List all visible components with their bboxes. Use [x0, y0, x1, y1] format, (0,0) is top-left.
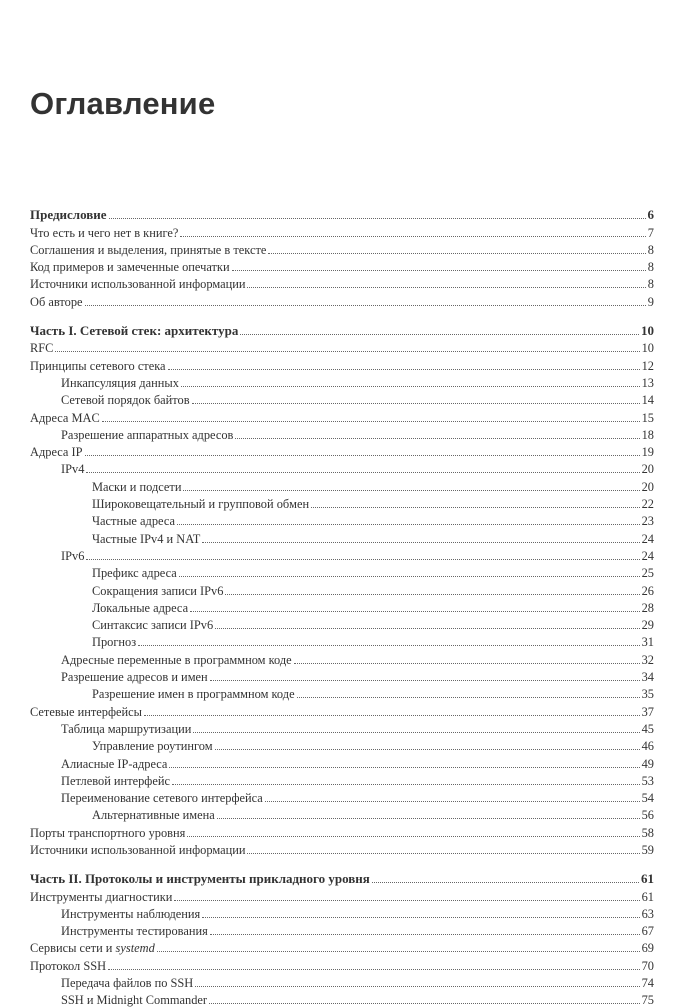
toc-entry-label: Порты транспортного уровня	[30, 825, 186, 840]
toc-entry[interactable]	[30, 274, 654, 291]
toc-entry[interactable]	[30, 257, 654, 274]
toc-entry[interactable]	[30, 240, 654, 257]
toc-entry[interactable]	[30, 805, 654, 822]
toc-part-entry[interactable]	[30, 205, 654, 222]
toc-entry-label: Передача файлов по SSH	[61, 976, 194, 991]
toc-entry-page: 70	[641, 958, 654, 973]
toc-entry-label: Источники использованной информации	[30, 277, 246, 292]
dot-leader	[102, 421, 640, 422]
dot-leader	[177, 524, 640, 525]
dot-leader	[180, 236, 645, 237]
dot-leader	[144, 715, 640, 716]
toc-entry[interactable]	[30, 667, 654, 684]
toc-entry[interactable]	[30, 459, 654, 476]
toc-entry[interactable]	[30, 390, 654, 407]
toc-entry[interactable]	[30, 973, 654, 990]
dot-leader	[311, 507, 640, 508]
toc-part-entry[interactable]	[30, 869, 654, 886]
dot-leader	[138, 645, 639, 646]
toc-entry[interactable]	[30, 990, 654, 1007]
toc-entry-label: Протокол SSH	[30, 958, 107, 973]
toc-entry[interactable]	[30, 407, 654, 424]
toc-entry-page: 7	[647, 225, 654, 240]
toc-entry-page: 29	[641, 618, 654, 633]
dot-leader	[297, 697, 640, 698]
toc-entry[interactable]	[30, 632, 654, 649]
toc-entry-label: Предисловие	[30, 207, 107, 223]
dot-leader	[215, 628, 639, 629]
toc-entry-page: 49	[641, 756, 654, 771]
dot-leader	[202, 542, 639, 543]
toc-entry[interactable]	[30, 753, 654, 770]
toc-entry-label: Прогноз	[92, 635, 137, 650]
toc-entry[interactable]	[30, 649, 654, 666]
dot-leader	[172, 784, 640, 785]
toc-entry[interactable]	[30, 598, 654, 615]
dot-leader	[168, 369, 640, 370]
dot-leader	[215, 749, 640, 750]
toc-entry-label: Альтернативные имена	[92, 808, 215, 823]
toc-entry-page: 10	[641, 323, 654, 339]
toc-entry-label: Инструменты наблюдения	[61, 906, 201, 921]
toc-entry-label: Сокращения записи IPv6	[92, 583, 224, 598]
toc-entry-label: Широковещательный и групповой обмен	[92, 497, 310, 512]
toc-entry-label: Часть I. Сетевой стек: архитектура	[30, 323, 239, 339]
toc-entry[interactable]	[30, 921, 654, 938]
toc-entry[interactable]	[30, 222, 654, 239]
toc-entry-label: Инструменты тестирования	[61, 924, 208, 939]
toc-entry-page: 9	[647, 294, 654, 309]
toc-entry-page: 25	[641, 566, 654, 581]
dot-leader	[187, 836, 639, 837]
toc-entry[interactable]	[30, 788, 654, 805]
toc-entry-page: 69	[641, 941, 654, 956]
toc-entry-page: 32	[641, 652, 654, 667]
dot-leader	[202, 917, 639, 918]
toc-entry-label: Сервисы сети и systemd	[30, 941, 155, 956]
toc-entry-page: 34	[641, 670, 654, 685]
toc-entry-label: Маски и подсети	[92, 479, 182, 494]
toc-entry-label: Петлевой интерфейс	[61, 773, 170, 788]
toc-entry-label: Разрешение адресов и имен	[61, 670, 208, 685]
toc-entry-label: Об авторе	[30, 294, 83, 309]
toc-entry-label: Инструменты диагностики	[30, 889, 173, 904]
dot-leader	[235, 438, 639, 439]
dot-leader	[209, 1003, 640, 1004]
toc-entry[interactable]	[30, 338, 654, 355]
toc-entry-page: 61	[641, 889, 654, 904]
toc-entry[interactable]	[30, 511, 654, 528]
toc-entry-page: 35	[641, 687, 654, 702]
dot-leader	[85, 305, 646, 306]
toc-entry[interactable]	[30, 701, 654, 718]
toc-entry-page: 14	[641, 393, 654, 408]
toc-entry[interactable]	[30, 615, 654, 632]
toc-entry[interactable]	[30, 955, 654, 972]
toc-entry[interactable]	[30, 425, 654, 442]
dot-leader	[174, 900, 639, 901]
toc-entry-page: 46	[641, 739, 654, 754]
toc-entry-label: Частные адреса	[92, 514, 175, 529]
dot-leader	[55, 351, 639, 352]
toc-entry-label: Соглашения и выделения, принятые в тексте	[30, 242, 267, 257]
toc-entry-page: 63	[641, 906, 654, 921]
toc-entry-label: Что есть и чего нет в книге?	[30, 225, 179, 240]
toc-entry-label: Принципы сетевого стека	[30, 358, 166, 373]
toc-part-entry[interactable]	[30, 321, 654, 338]
toc-entry-page: 23	[641, 514, 654, 529]
toc-entry[interactable]	[30, 355, 654, 372]
toc-entry-page: 12	[641, 358, 654, 373]
toc-entry-page: 67	[641, 924, 654, 939]
toc-entry[interactable]	[30, 840, 654, 857]
toc-entry-label: RFC	[30, 341, 54, 356]
toc-entry-label: IPv4	[61, 462, 85, 477]
dot-leader	[210, 680, 640, 681]
toc-entry-page: 24	[641, 531, 654, 546]
dot-leader	[192, 403, 640, 404]
toc-entry[interactable]	[30, 822, 654, 839]
toc-entry[interactable]	[30, 476, 654, 493]
toc-entry-page: 53	[641, 773, 654, 788]
toc-entry[interactable]	[30, 886, 654, 903]
toc-entry-page: 18	[641, 427, 654, 442]
toc-entry-page: 45	[641, 721, 654, 736]
toc-entry[interactable]	[30, 563, 654, 580]
toc-entry-page: 10	[641, 341, 654, 356]
toc-entry-page: 8	[647, 242, 654, 257]
dot-leader	[109, 218, 646, 219]
toc-entry[interactable]	[30, 546, 654, 563]
toc-entry-page: 58	[641, 825, 654, 840]
toc-entry-label: Управление роутингом	[92, 739, 213, 754]
toc-entry-label-italic: systemd	[115, 941, 155, 956]
toc-entry-label: Локальные адреса	[92, 600, 189, 615]
toc-entry-label: Частные IPv4 и NAT	[92, 531, 201, 546]
toc-entry-page: 19	[641, 445, 654, 460]
toc-entry-label: Таблица маршрутизации	[61, 721, 192, 736]
toc-entry[interactable]	[30, 736, 654, 753]
dot-leader	[181, 386, 640, 387]
toc-entry[interactable]	[30, 938, 654, 955]
dot-leader	[232, 270, 646, 271]
dot-leader	[265, 801, 640, 802]
toc-entry-page: 6	[647, 207, 654, 223]
dot-leader	[169, 767, 639, 768]
dot-leader	[294, 663, 640, 664]
toc-entry-label: Алиасные IP-адреса	[61, 756, 168, 771]
dot-leader	[157, 951, 640, 952]
dot-leader	[179, 576, 640, 577]
dot-leader	[247, 853, 639, 854]
dot-leader	[225, 594, 639, 595]
toc-entry-page: 15	[641, 410, 654, 425]
toc-entry[interactable]	[30, 771, 654, 788]
toc-entry-label: Адресные переменные в программном коде	[61, 652, 292, 667]
toc-entry-page: 59	[641, 842, 654, 857]
toc-entry-label: Инкапсуляция данных	[61, 375, 179, 390]
toc-entry-label: Адреса IP	[30, 445, 83, 460]
toc-entry-page: 20	[641, 462, 654, 477]
page-title: Оглавление	[30, 86, 216, 121]
toc-entry-label: Синтаксис записи IPv6	[92, 618, 214, 633]
toc-entry-label: Часть II. Протоколы и инструменты прикладного уровня	[30, 871, 370, 887]
toc-entry-label: Источники использованной информации	[30, 842, 246, 857]
dot-leader	[268, 253, 645, 254]
toc-entry-label: Разрешение имен в программном коде	[92, 687, 295, 702]
toc-entry-page: 56	[641, 808, 654, 823]
toc-entry-label: Код примеров и замеченные опечатки	[30, 260, 230, 275]
dot-leader	[372, 882, 639, 883]
toc-entry[interactable]	[30, 373, 654, 390]
toc-entry-label: Переименование сетевого интерфейса	[61, 791, 263, 806]
toc-entry-page: 13	[641, 375, 654, 390]
toc-entry[interactable]	[30, 442, 654, 459]
toc-entry-page: 8	[647, 277, 654, 292]
dot-leader	[108, 969, 640, 970]
dot-leader	[217, 818, 640, 819]
dot-leader	[193, 732, 639, 733]
toc-entry-page: 74	[641, 976, 654, 991]
toc-entry[interactable]	[30, 719, 654, 736]
dot-leader	[86, 472, 639, 473]
dot-leader	[210, 934, 640, 935]
toc-entry-page: 26	[641, 583, 654, 598]
toc-entry-page: 31	[641, 635, 654, 650]
toc-entry-page: 24	[641, 548, 654, 563]
toc-entry-label: IPv6	[61, 548, 85, 563]
dot-leader	[240, 334, 639, 335]
toc-entry[interactable]	[30, 684, 654, 701]
toc-entry[interactable]	[30, 291, 654, 308]
toc-entry-label: Разрешение аппаратных адресов	[61, 427, 234, 442]
toc-entry-page: 20	[641, 479, 654, 494]
toc-entry[interactable]	[30, 528, 654, 545]
toc-entry-label: Префикс адреса	[92, 566, 177, 581]
toc-entry-label: Сетевой порядок байтов	[61, 393, 190, 408]
toc-entry[interactable]	[30, 494, 654, 511]
toc-entry-label: Адреса MAC	[30, 410, 100, 425]
dot-leader	[85, 455, 640, 456]
dot-leader	[86, 559, 639, 560]
toc-entry-page: 37	[641, 704, 654, 719]
toc-entry-page: 61	[641, 871, 654, 887]
dot-leader	[195, 986, 639, 987]
toc-entry-page: 22	[641, 497, 654, 512]
toc-entry-label: SSH и Midnight Commander	[61, 993, 208, 1007]
toc-entry-page: 54	[641, 791, 654, 806]
toc-entry-page: 8	[647, 260, 654, 275]
toc-entry-label: Сетевые интерфейсы	[30, 704, 142, 719]
toc-entry[interactable]	[30, 580, 654, 597]
table-of-contents	[30, 205, 654, 1007]
toc-entry-page: 75	[641, 993, 654, 1007]
toc-entry[interactable]	[30, 904, 654, 921]
toc-entry-page: 28	[641, 600, 654, 615]
dot-leader	[183, 490, 639, 491]
dot-leader	[247, 287, 645, 288]
dot-leader	[190, 611, 640, 612]
